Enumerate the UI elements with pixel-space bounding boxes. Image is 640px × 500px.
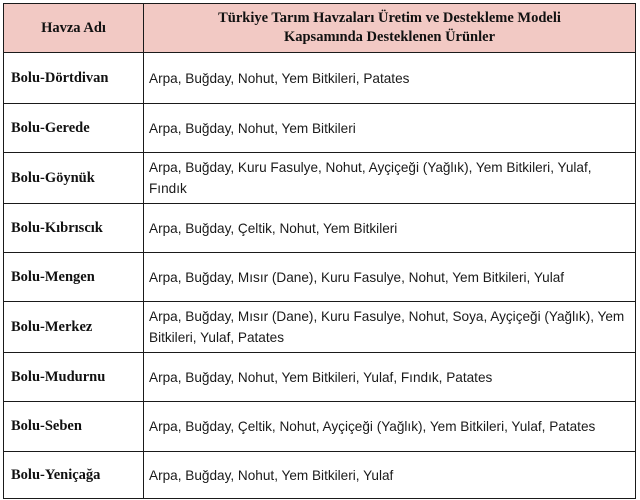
- products-cell: Arpa, Buğday, Mısır (Dane), Kuru Fasulye, Nohut, Yem Bitkileri, Yulaf: [144, 253, 636, 302]
- header-products-line-1: Türkiye Tarım Havzaları Üretim ve Destekleme Modeli: [218, 10, 561, 26]
- table-row: [4, 353, 636, 402]
- products-cell: Arpa, Buğday, Mısır (Dane), Kuru Fasulye, Nohut, Soya, Ayçiçeği (Yağlık), Yem Bitkileri, Yulaf, Patates: [144, 302, 636, 353]
- crop-support-table-container: [3, 3, 635, 499]
- table-header: [4, 4, 636, 53]
- products-cell: Arpa, Buğday, Nohut, Yem Bitkileri, Yulaf: [144, 452, 636, 499]
- products-cell: Arpa, Buğday, Çeltik, Nohut, Ayçiçeği (Yağlık), Yem Bitkileri, Yulaf, Patates: [144, 402, 636, 452]
- products-cell: Arpa, Buğday, Çeltik, Nohut, Yem Bitkileri: [144, 204, 636, 253]
- header-supported-products: [144, 4, 636, 53]
- basin-cell: Bolu-Göynük: [4, 153, 144, 204]
- basin-cell: Bolu-Merkez: [4, 302, 144, 353]
- table-row: [4, 302, 636, 353]
- basin-cell: Bolu-Gerede: [4, 104, 144, 153]
- crop-support-table: [3, 3, 636, 499]
- basin-cell: Bolu-Yeniçağa: [4, 452, 144, 499]
- table-row: [4, 204, 636, 253]
- basin-cell: Bolu-Dörtdivan: [4, 53, 144, 104]
- table-row: [4, 53, 636, 104]
- basin-cell: Bolu-Seben: [4, 402, 144, 452]
- header-products-line-2: Kapsamında Desteklenen Ürünler: [283, 29, 496, 45]
- header-row: [4, 4, 636, 53]
- products-cell: Arpa, Buğday, Nohut, Yem Bitkileri, Yulaf, Fındık, Patates: [144, 353, 636, 402]
- table-row: [4, 153, 636, 204]
- products-cell: Arpa, Buğday, Nohut, Yem Bitkileri, Patates: [144, 53, 636, 104]
- products-cell: Arpa, Buğday, Nohut, Yem Bitkileri: [144, 104, 636, 153]
- table-row: [4, 402, 636, 452]
- table-row: [4, 253, 636, 302]
- basin-cell: Bolu-Mudurnu: [4, 353, 144, 402]
- table-row: [4, 452, 636, 499]
- basin-cell: Bolu-Mengen: [4, 253, 144, 302]
- header-basin-name: Havza Adı: [4, 4, 144, 53]
- table-body: [4, 53, 636, 499]
- products-cell: Arpa, Buğday, Kuru Fasulye, Nohut, Ayçiçeği (Yağlık), Yem Bitkileri, Yulaf, Fındık: [144, 153, 636, 204]
- basin-cell: Bolu-Kıbrıscık: [4, 204, 144, 253]
- table-row: [4, 104, 636, 153]
